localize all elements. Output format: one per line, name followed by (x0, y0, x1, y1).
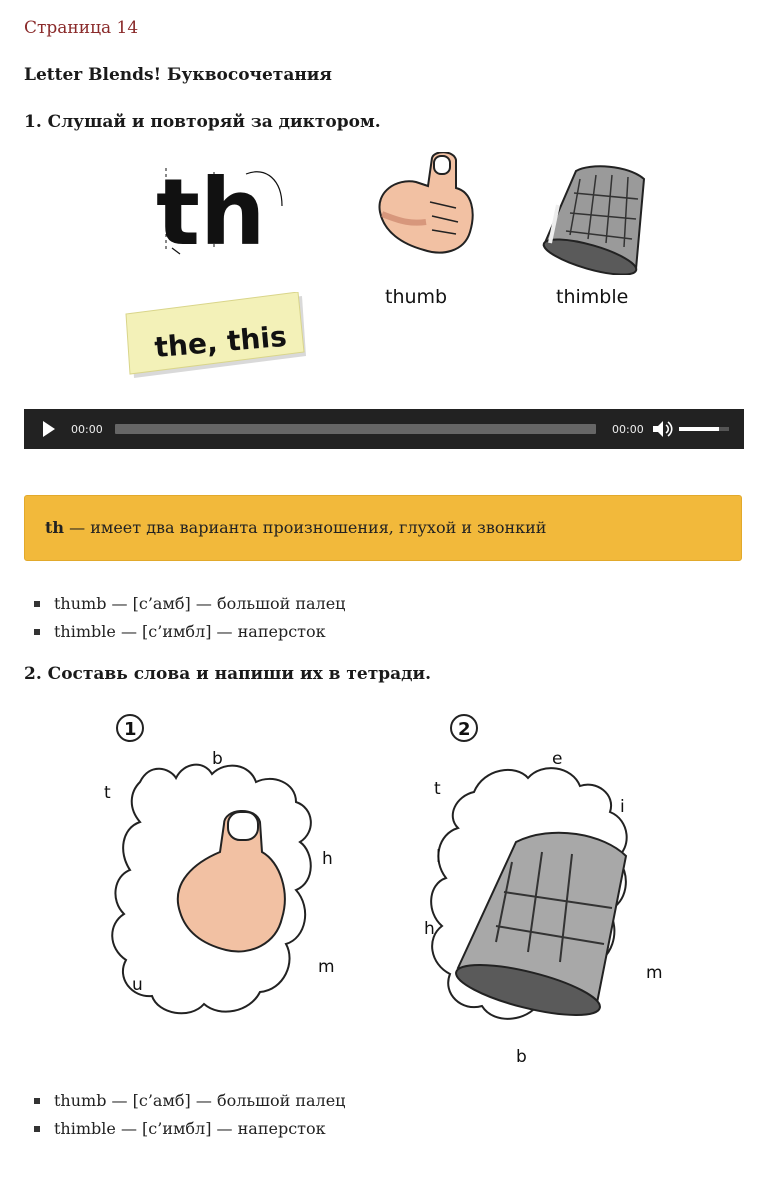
note-card-text: the, this (153, 319, 288, 365)
puzzle-1-number: 1 (124, 719, 137, 740)
progress-bar[interactable] (115, 424, 596, 434)
puzzle-1-letter: h (322, 849, 333, 869)
play-button[interactable] (38, 419, 58, 439)
puzzle-2-letter: b (516, 1047, 527, 1067)
th-letters-text: th (156, 160, 266, 260)
current-time: 00:00 (71, 423, 103, 436)
puzzle-2-letter: t (434, 779, 441, 799)
thumb-image (372, 152, 482, 257)
volume-slider[interactable] (679, 427, 729, 431)
puzzle-thumb-image (100, 712, 350, 1042)
page-label: Страница 14 (24, 18, 139, 38)
duration: 00:00 (612, 423, 644, 436)
puzzle-1-letter: b (212, 749, 223, 769)
puzzle-1-letter: u (132, 975, 143, 995)
mute-button[interactable] (651, 419, 673, 439)
volume-level (679, 427, 719, 431)
puzzle-2-letter: h (424, 919, 435, 939)
thumb-caption: thumb (385, 286, 448, 308)
puzzle-1-letter: t (104, 783, 111, 803)
play-icon (43, 421, 55, 437)
puzzle-2-letter: i (620, 797, 625, 817)
vocab-list (24, 590, 345, 646)
list-item: thimble — [с’имбл] — наперсток (24, 1115, 345, 1143)
thimble-caption: thimble (556, 286, 629, 308)
note-term: th (45, 518, 65, 537)
list-item: thumb — [с’амб] — большой палец (24, 590, 345, 618)
puzzle-2-letter: l (436, 847, 441, 867)
page-title: Letter Blends! Буквосочетания (24, 65, 332, 85)
list-item: thimble — [с’имбл] — наперсток (24, 618, 345, 646)
pronunciation-note (24, 495, 742, 561)
note-text: — имеет два варианта произношения, глухой и звонкий (64, 518, 547, 537)
list-item: thumb — [с’амб] — большой палец (24, 1087, 345, 1115)
exercise-2-heading: 2. Составь слова и напиши их в тетради. (24, 664, 431, 684)
puzzle-2-number: 2 (458, 719, 471, 740)
exercise-1-heading: 1. Слушай и повторяй за диктором. (24, 112, 381, 132)
the-this-note-card (124, 292, 310, 382)
th-letters-image (150, 160, 290, 260)
thimble-image (540, 165, 655, 275)
vocab-list (24, 1087, 345, 1143)
volume-icon (653, 421, 663, 437)
puzzle-2-letter: m (646, 963, 663, 983)
puzzle-2-letter: e (552, 749, 563, 769)
puzzle-thimble-image (412, 712, 672, 1072)
audio-player (24, 409, 744, 449)
puzzle-1-letter: m (318, 957, 335, 977)
